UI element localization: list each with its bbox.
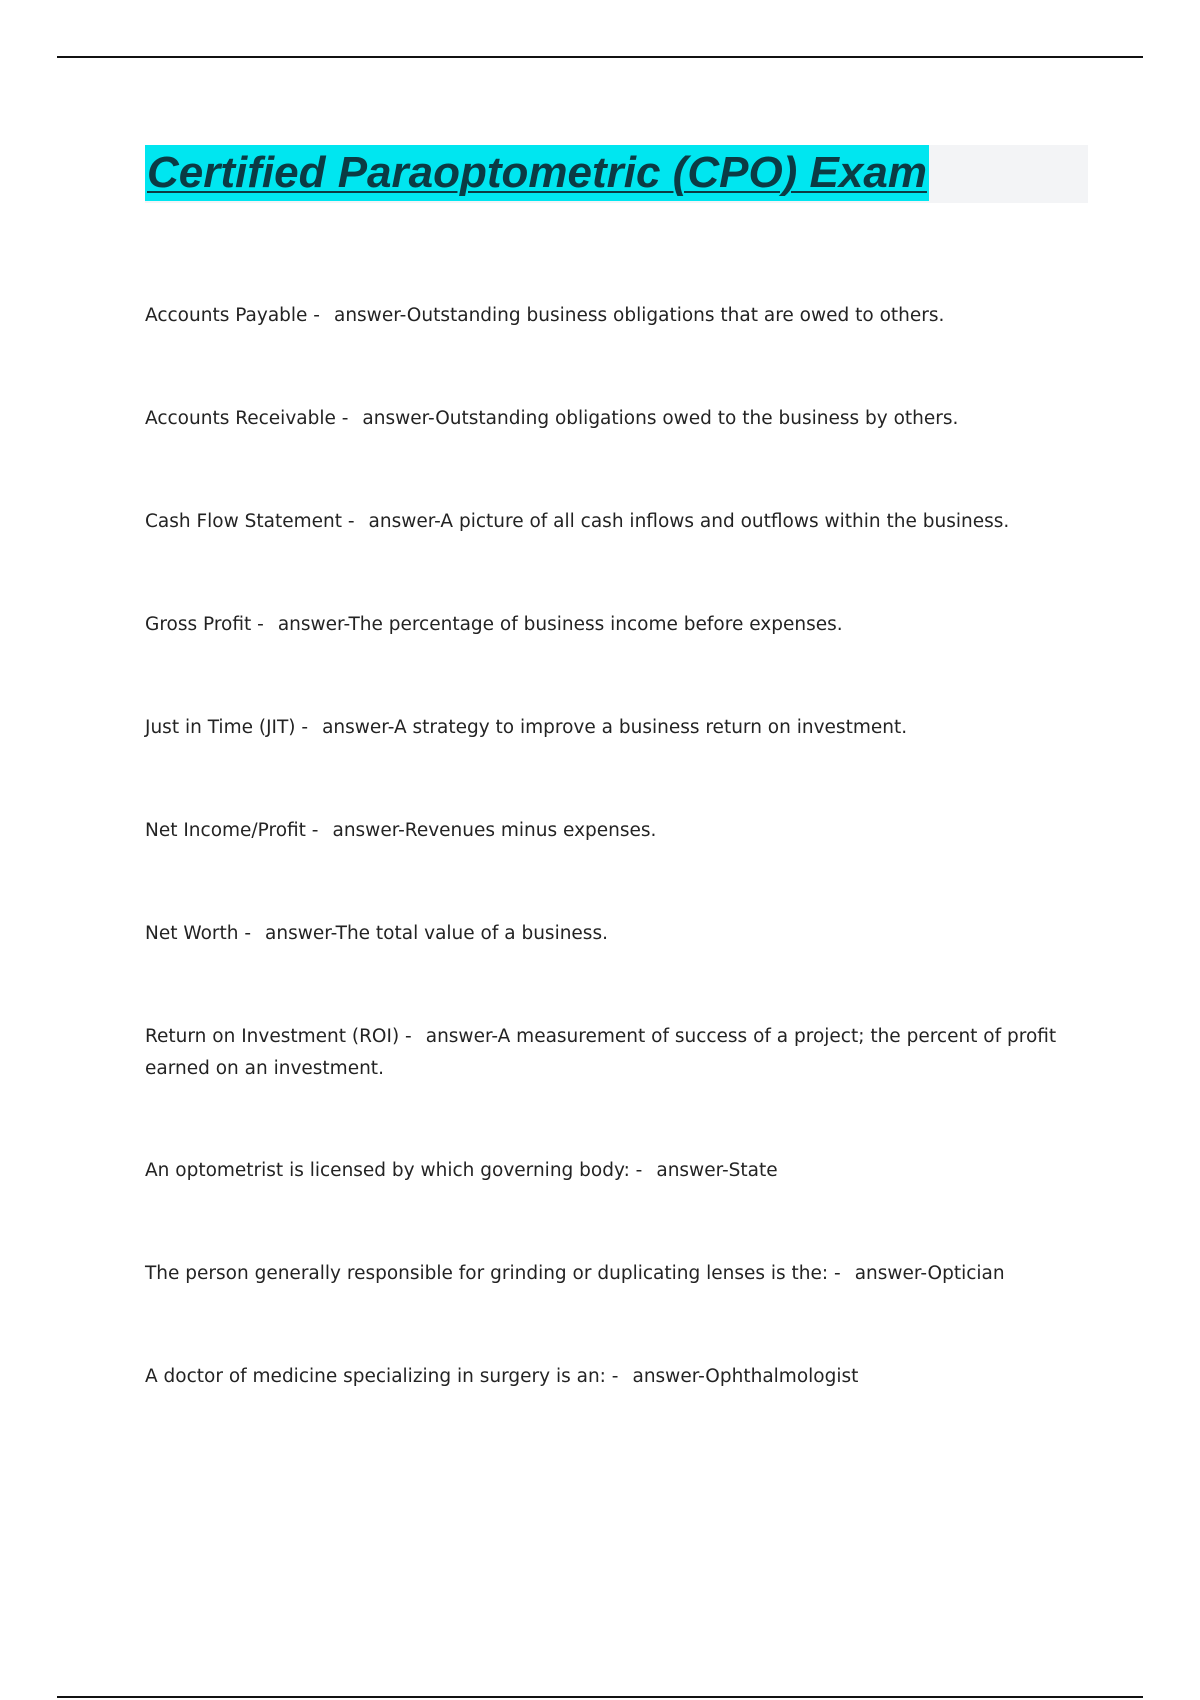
qa-answer: answer-The percentage of business income before expenses. xyxy=(277,614,843,635)
qa-item xyxy=(145,300,1065,403)
qa-list xyxy=(145,300,1065,1464)
qa-question: An optometrist is licensed by which governing body: - xyxy=(145,1160,643,1181)
qa-answer: answer-A strategy to improve a business return on investment. xyxy=(322,717,908,738)
qa-answer: answer-A picture of all cash inflows and outflows within the business. xyxy=(368,511,1010,532)
document-title: Certified Paraoptometric (CPO) Exam xyxy=(145,145,929,201)
qa-question: Net Income/Profit - xyxy=(145,820,319,841)
qa-question: Return on Investment (ROI) - xyxy=(145,1026,412,1047)
page-top-rule xyxy=(57,56,1143,58)
qa-item xyxy=(145,712,1065,815)
qa-item xyxy=(145,403,1065,506)
qa-question: Net Worth - xyxy=(145,923,252,944)
qa-answer: answer-The total value of a business. xyxy=(265,923,608,944)
qa-item xyxy=(145,1361,1065,1464)
qa-question: Gross Profit - xyxy=(145,614,264,635)
qa-item xyxy=(145,1258,1065,1361)
page-bottom-rule xyxy=(57,1696,1143,1698)
qa-item xyxy=(145,506,1065,609)
qa-item xyxy=(145,1021,1065,1155)
qa-question: A doctor of medicine specializing in surgery is an: - xyxy=(145,1366,619,1387)
qa-answer: answer-Optician xyxy=(854,1263,1005,1284)
qa-answer: answer-Outstanding obligations owed to the business by others. xyxy=(362,408,959,429)
qa-answer: answer-Revenues minus expenses. xyxy=(332,820,657,841)
qa-item xyxy=(145,609,1065,712)
qa-answer: answer-Outstanding business obligations that are owed to others. xyxy=(333,305,945,326)
qa-item xyxy=(145,918,1065,1021)
qa-answer: answer-State xyxy=(656,1160,778,1181)
qa-question: Cash Flow Statement - xyxy=(145,511,355,532)
qa-question: Accounts Payable - xyxy=(145,305,320,326)
qa-question: The person generally responsible for grinding or duplicating lenses is the: - xyxy=(145,1263,841,1284)
qa-answer: answer-Ophthalmologist xyxy=(632,1366,859,1387)
qa-item xyxy=(145,815,1065,918)
qa-item xyxy=(145,1155,1065,1258)
qa-question: Accounts Receivable - xyxy=(145,408,349,429)
qa-answer: answer-A measurement of success of a project; the percent of profit earned on an investment. xyxy=(145,1026,1057,1079)
qa-question: Just in Time (JIT) - xyxy=(145,717,309,738)
